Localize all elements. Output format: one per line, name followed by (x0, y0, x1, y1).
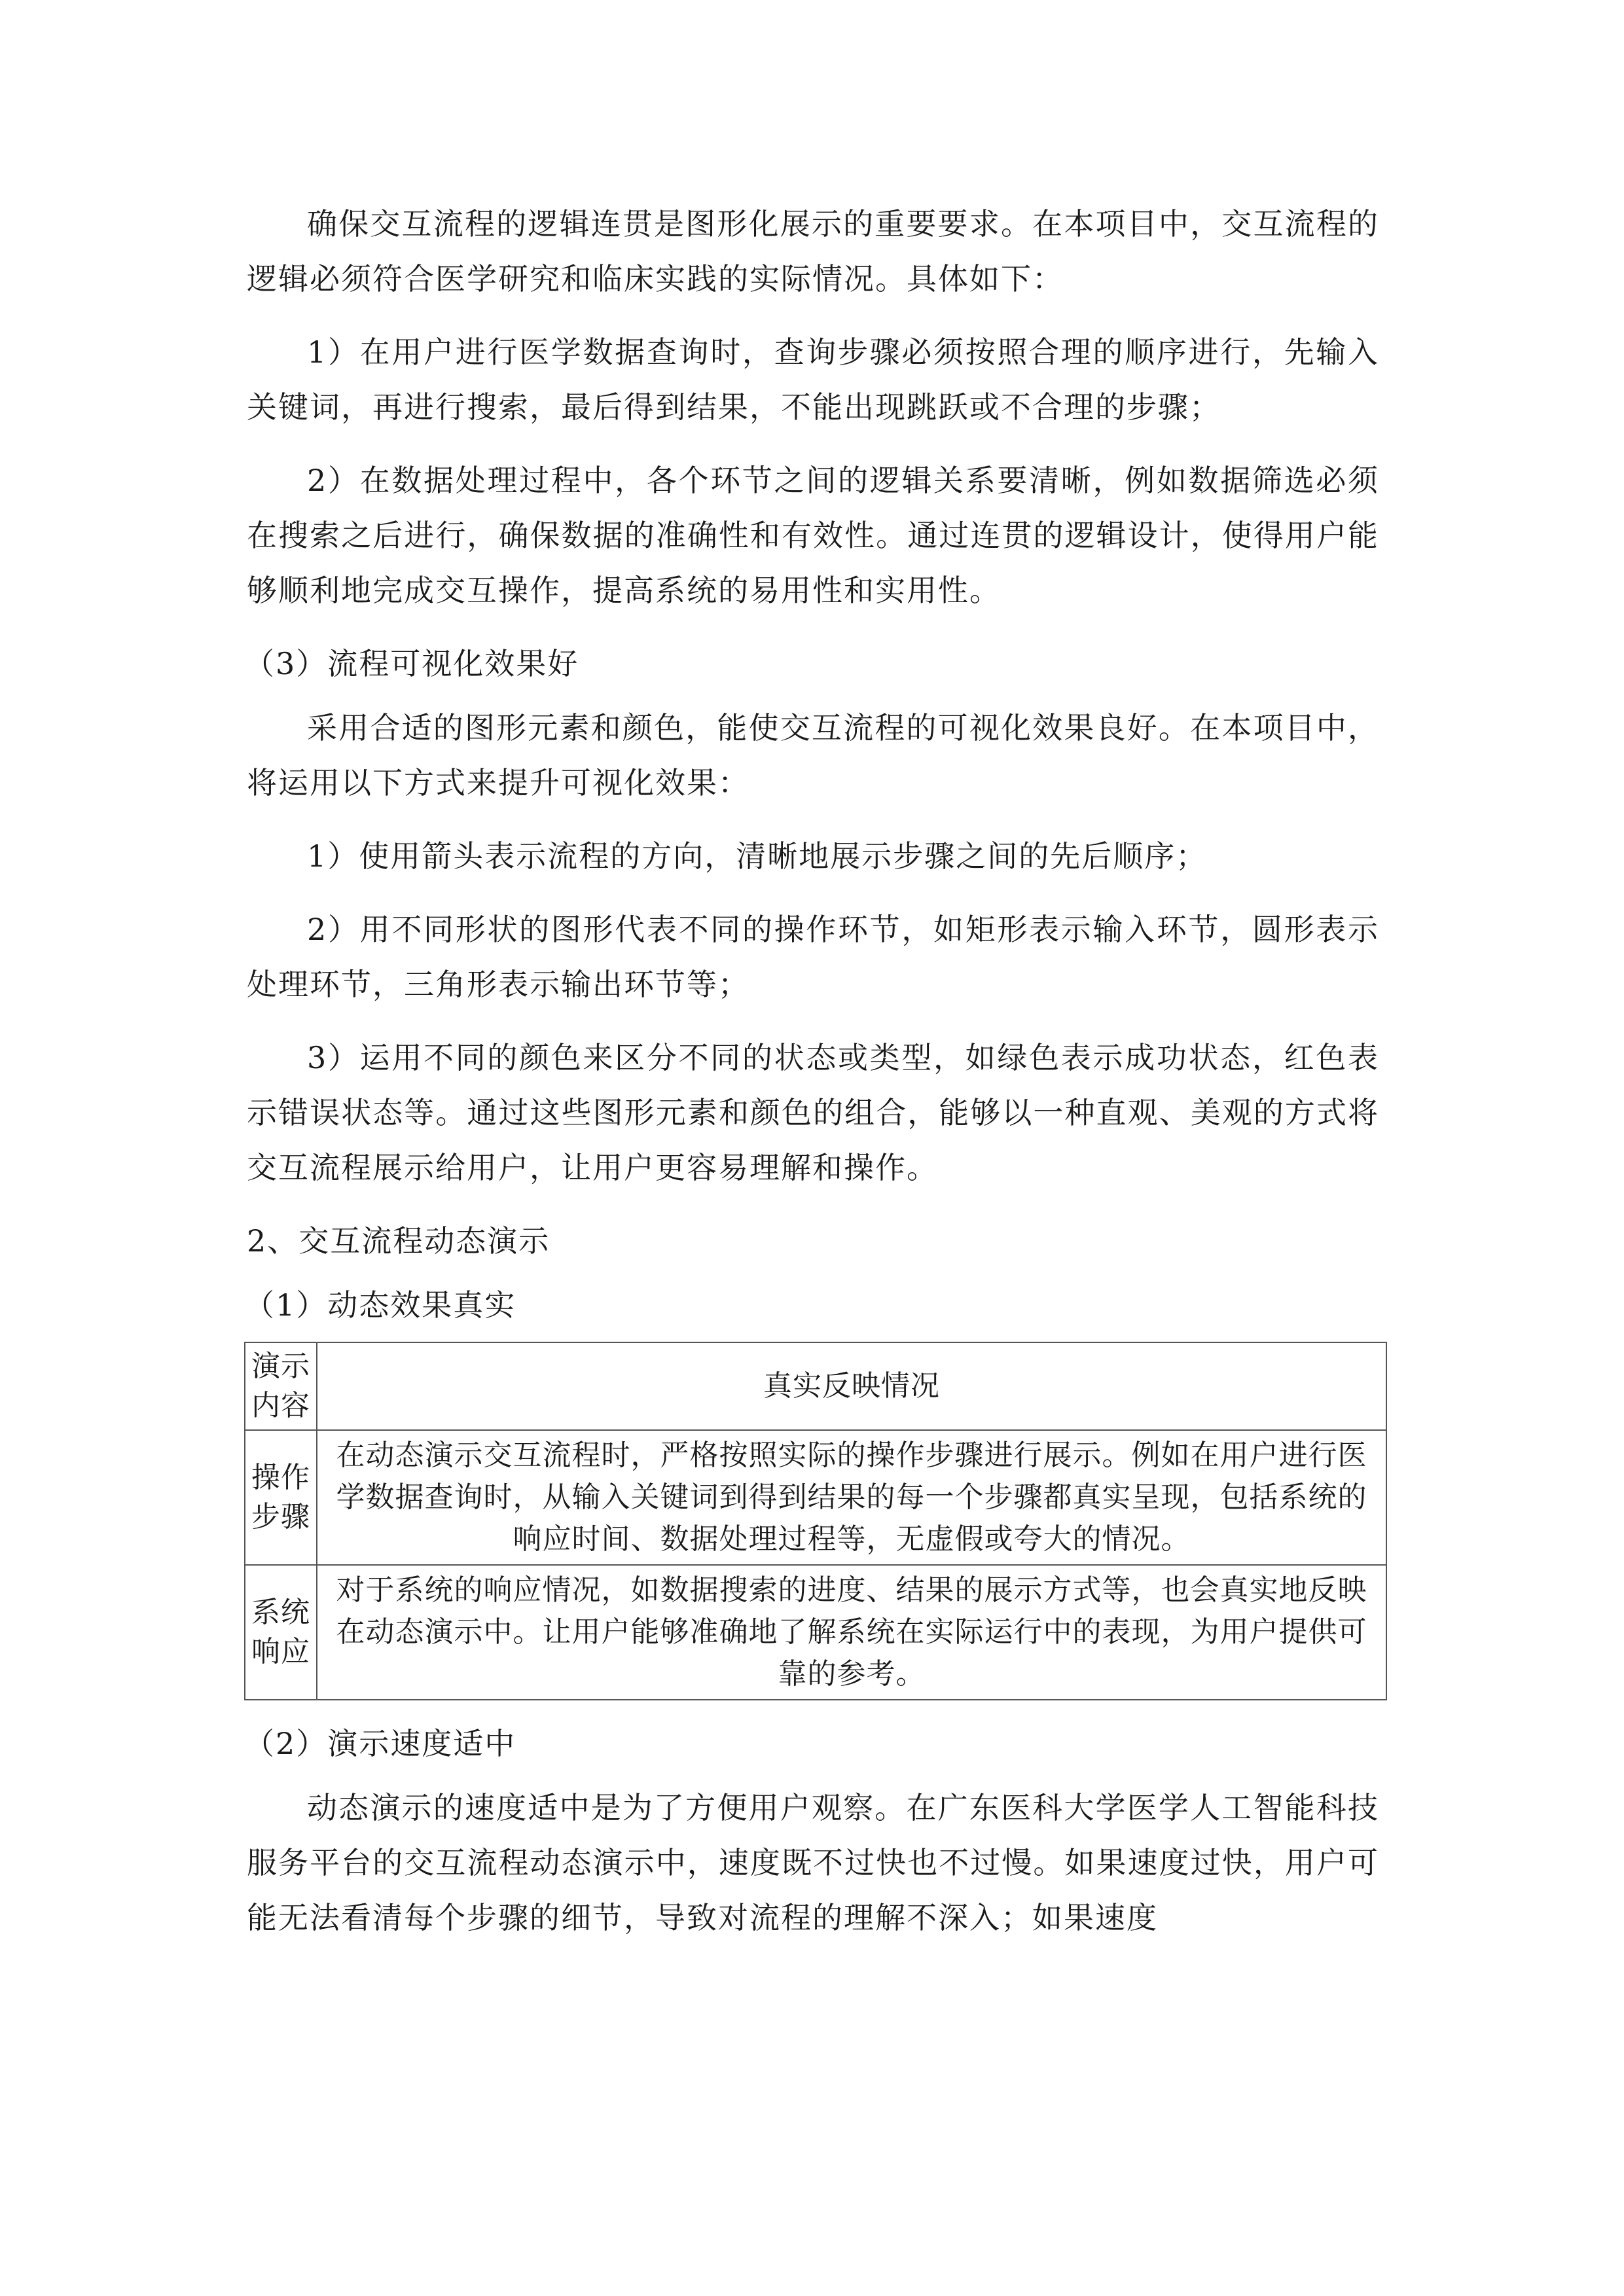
table-header-content: 真实反映情况 (317, 1342, 1386, 1430)
section-heading-speed: （2）演示速度适中 (244, 1726, 516, 1761)
table-header-label: 演示内容 (245, 1342, 317, 1430)
table-row-content: 对于系统的响应情况，如数据搜索的进度、结果的展示方式等，也会真实地反映在动态演示中。让用户能够准确地了解系统在实际运行中的表现，为用户提供可靠的参考。 (317, 1565, 1386, 1700)
shape-paragraph: 2）用不同形状的图形代表不同的操作环节，如矩形表示输入环节，圆形表示处理环节，三角形表示输出环节等； (247, 912, 1379, 1002)
table-row (245, 1565, 1386, 1700)
speed-paragraph: 动态演示的速度适中是为了方便用户观察。在广东医科大学医学人工智能科技服务平台的交互流程动态演示中，速度既不过快也不过慢。如果速度过快，用户可能无法看清每个步骤的细节，导致对流程的理解不深入；如果速度 (247, 1790, 1379, 1935)
document-page (244, 196, 1379, 1964)
intro-paragraph: 确保交互流程的逻辑连贯是图形化展示的重要要求。在本项目中，交互流程的逻辑必须符合医学研究和临床实践的实际情况。具体如下： (247, 206, 1379, 296)
section-heading-visualization: （3）流程可视化效果好 (244, 646, 579, 681)
table-row-label: 操作步骤 (245, 1430, 317, 1565)
sub-heading-realistic-effect: （1）动态效果真实 (244, 1287, 516, 1323)
color-paragraph: 3）运用不同的颜色来区分不同的状态或类型，如绿色表示成功状态，红色表示错误状态等。通过这些图形元素和颜色的组合，能够以一种直观、美观的方式将交互流程展示给用户，让用户更容易理解和操作。 (247, 1040, 1379, 1185)
query-logic-paragraph: 1）在用户进行医学数据查询时，查询步骤必须按照合理的顺序进行，先输入关键词，再进行搜索，最后得到结果，不能出现跳跃或不合理的步骤； (247, 334, 1379, 425)
processing-logic-paragraph: 2）在数据处理过程中，各个环节之间的逻辑关系要清晰，例如数据筛选必须在搜索之后进行，确保数据的准确性和有效性。通过连贯的逻辑设计，使得用户能够顺利地完成交互操作，提高系统的易用性和实用性。 (247, 463, 1379, 608)
visualization-intro-paragraph: 采用合适的图形元素和颜色，能使交互流程的可视化效果良好。在本项目中，将运用以下方式来提升可视化效果： (247, 710, 1379, 800)
table-row-content: 在动态演示交互流程时，严格按照实际的操作步骤进行展示。例如在用户进行医学数据查询时，从输入关键词到得到结果的每一个步骤都真实呈现，包括系统的响应时间、数据处理过程等，无虚假或夸大的情况。 (317, 1430, 1386, 1565)
table-header-row (245, 1342, 1386, 1430)
table-row (245, 1430, 1386, 1565)
table-row-label: 系统响应 (245, 1565, 317, 1700)
arrow-paragraph: 1）使用箭头表示流程的方向，清晰地展示步骤之间的先后顺序； (307, 838, 1208, 874)
demo-content-table (244, 1342, 1387, 1700)
section-heading-dynamic-demo: 2、交互流程动态演示 (247, 1223, 550, 1259)
